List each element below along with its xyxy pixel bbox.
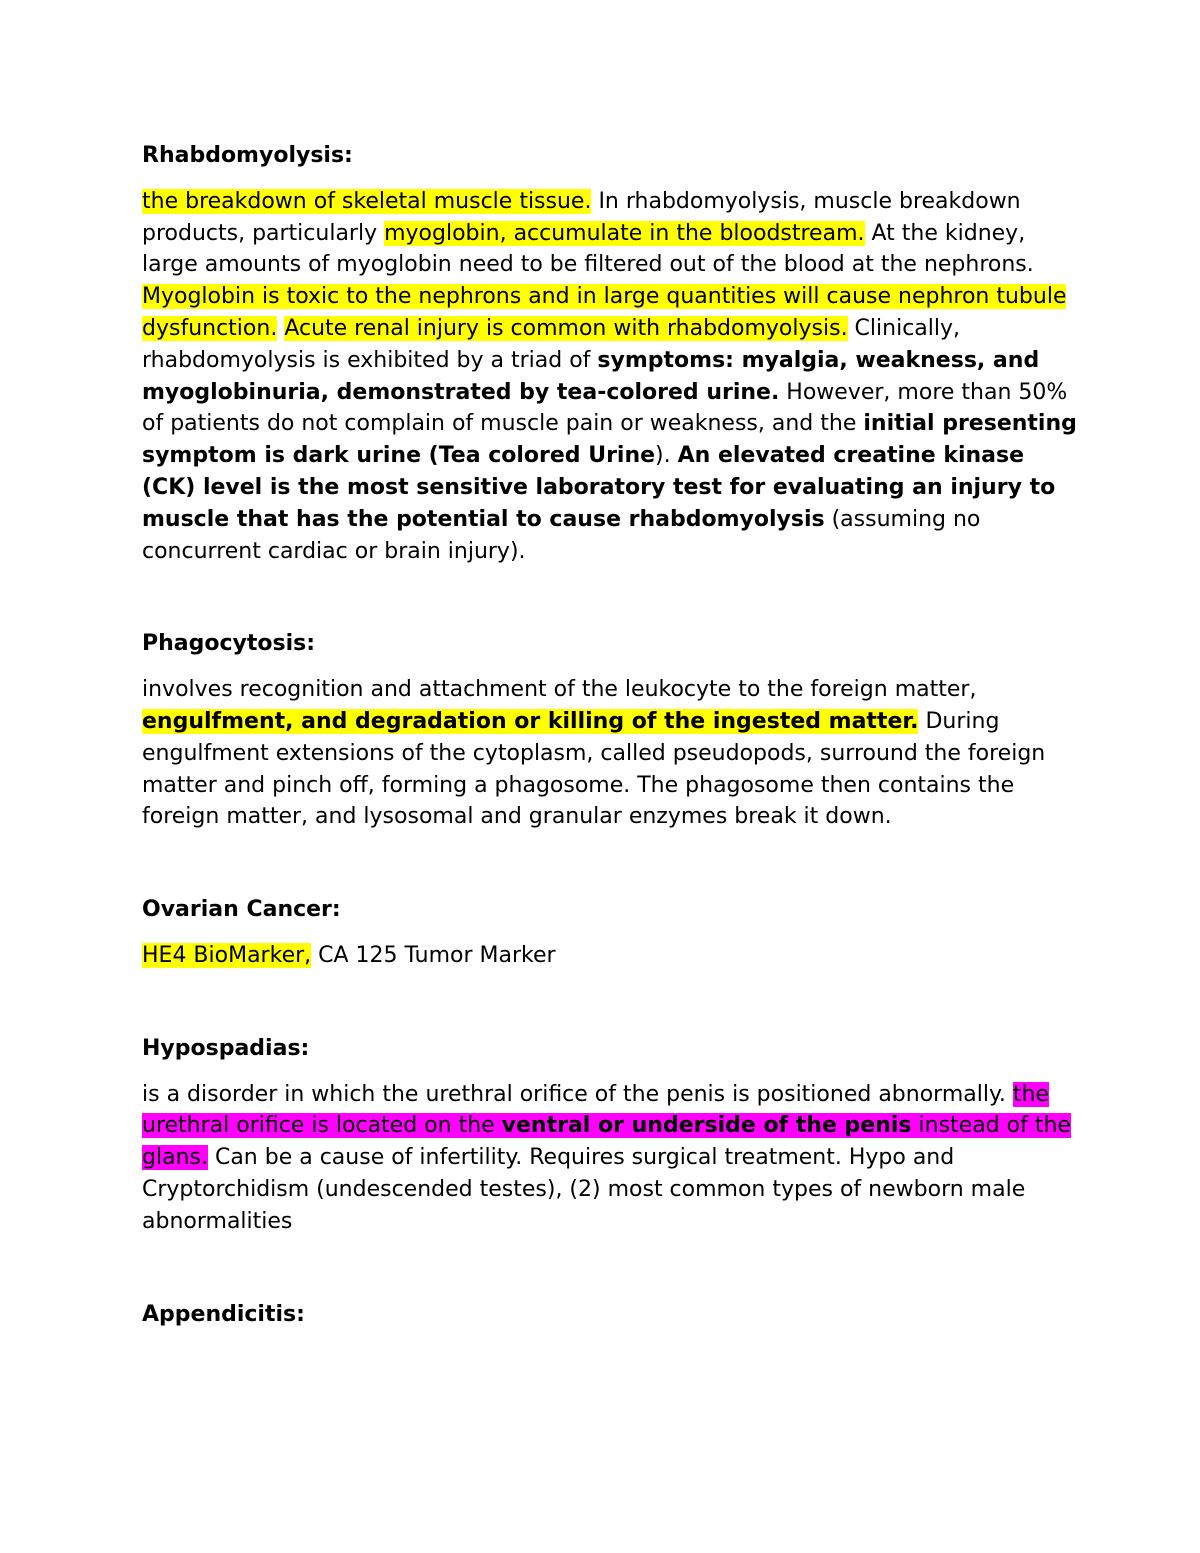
bold-text: An elevated creatine kinase (CK) level is the most sensitive laboratory test for evaluating an injury to muscle that has the potential to cause rhabdomyolysis — [142, 443, 1056, 532]
section-heading: Rhabdomyolysis: — [142, 143, 353, 168]
body-text: ). — [655, 443, 678, 469]
highlighted-text: HE4 BioMarker, — [142, 942, 312, 968]
highlighted-text: the breakdown of skeletal muscle tissue. — [142, 188, 592, 214]
body-text: is a disorder in which the urethral orifice of the penis is positioned abnormally. — [142, 1081, 1013, 1107]
document-page — [142, 140, 1077, 1344]
bold-text: symptoms: myalgia, weakness, and myoglobinuria, demonstrated by tea-colored urine. — [142, 347, 1040, 405]
section-heading: Appendicitis: — [142, 1301, 305, 1327]
body-text: CA 125 Tumor Marker — [311, 942, 556, 968]
section-body — [142, 674, 1077, 833]
body-text: involves recognition and attachment of the leukocyte to the foreign matter, — [142, 677, 977, 703]
body-text: However, more than 50% of patients do not complain of muscle pain or weakness, and the — [142, 379, 1068, 437]
body-text: In rhabdomyolysis, muscle breakdown products, particularly — [142, 188, 1021, 246]
section-body — [142, 186, 1077, 568]
highlighted-text: myoglobin, accumulate in the bloodstream. — [384, 220, 865, 246]
section-appendicitis — [142, 1299, 1077, 1331]
section-phagocytosis — [142, 628, 1077, 833]
highlighted-text: the urethral orifice is located on the — [142, 1081, 1049, 1139]
bold-text: initial presenting symptom is dark urine (Tea colored Urine — [142, 411, 1077, 469]
body-text: Can be a cause of infertility. Requires surgical treatment. Hypo and Cryptorchidism (undescended testes), (2) most common types of newborn male abnormalities — [142, 1145, 1026, 1234]
highlighted-bold-text: ventral or underside of the penis — [501, 1113, 912, 1139]
body-text: (assuming no concurrent cardiac or brain injury). — [142, 506, 981, 564]
highlighted-text: Acute renal injury is common with rhabdomyolysis. — [284, 315, 848, 341]
section-heading: Phagocytosis: — [142, 631, 316, 657]
body-text: Clinically, rhabdomyolysis is exhibited by a triad of — [142, 315, 961, 373]
highlighted-text: Myoglobin is toxic to the nephrons and in large quantities will cause nephron tubule dysfunction. — [142, 284, 1067, 341]
highlighted-bold-text: engulfment, and degradation or killing of the ingested matter. — [142, 708, 919, 734]
section-heading: Hypospadias: — [142, 1035, 310, 1061]
body-text: During engulfment extensions of the cytoplasm, called pseudopods, surround the foreign matter and pinch off, forming a phagosome. The phagosome then contains the foreign matter, and lysosomal and granular enzymes break it down. — [142, 708, 1046, 830]
body-text: At the kidney, large amounts of myoglobin need to be filtered out of the blood at the nephrons. — [142, 220, 1034, 278]
section-rhabdomyolysis — [142, 140, 1077, 567]
section-hypospadias — [142, 1033, 1077, 1238]
highlighted-text: instead of the glans. — [142, 1113, 1071, 1171]
section-body — [142, 940, 1077, 972]
section-body — [142, 1079, 1077, 1238]
section-ovarian-cancer — [142, 894, 1077, 972]
section-heading: Ovarian Cancer: — [142, 897, 341, 923]
